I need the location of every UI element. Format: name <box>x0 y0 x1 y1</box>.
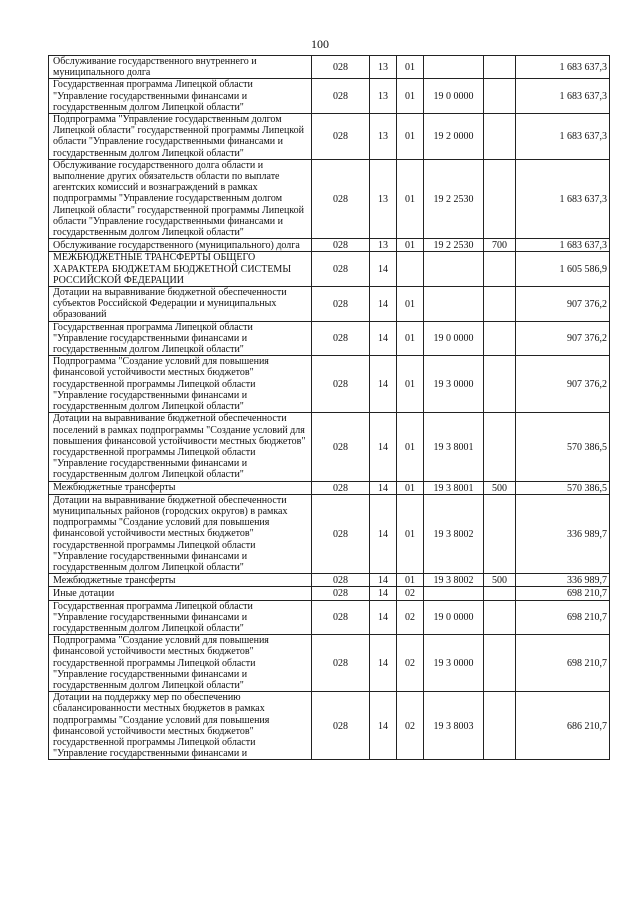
item-name-cell-text: Дотации на выравнивание бюджетной обеспеченности поселений в рамках подпрограммы "Создание условий для повышения финансовой устойчивости местных бюджетов" государственной программы Липецкой области "Управление государственными финансами и государственным долгом Липецкой области" <box>53 413 306 481</box>
page-number: 100 <box>311 37 329 51</box>
ministry-code-cell-text: 028 <box>333 588 348 600</box>
target-article-cell <box>424 600 484 635</box>
target-article-cell <box>424 692 484 760</box>
item-name-cell-text: Подпрограмма "Создание условий для повышения финансовой устойчивости местных бюджетов" государственной программы Липецкой области "Управление государственными финансами и государственным долгом Липецкой области" <box>53 635 269 691</box>
subsection-code-cell-text: 01 <box>405 528 415 540</box>
target-article-cell <box>424 159 484 238</box>
item-name-cell <box>49 252 312 287</box>
amount-cell-text: 698 210,7 <box>567 612 607 624</box>
ministry-code-cell <box>312 321 370 356</box>
expense-type-cell <box>484 635 516 692</box>
ministry-code-cell-text: 028 <box>333 264 348 276</box>
ministry-code-cell <box>312 239 370 252</box>
ministry-code-cell-text: 028 <box>333 333 348 345</box>
subsection-code-cell <box>397 587 424 600</box>
budget-table-body <box>49 56 610 760</box>
table-row <box>49 600 610 635</box>
section-code-cell-text: 14 <box>378 575 388 587</box>
section-code-cell <box>370 481 397 494</box>
target-article-cell <box>424 635 484 692</box>
item-name-cell-text: Межбюджетные трансферты <box>53 574 176 586</box>
subsection-code-cell <box>397 252 424 287</box>
section-code-cell-text: 13 <box>378 193 388 205</box>
subsection-code-cell <box>397 114 424 160</box>
table-row <box>49 494 610 573</box>
section-code-cell-text: 14 <box>378 588 388 600</box>
subsection-code-cell <box>397 635 424 692</box>
subsection-code-cell-text: 01 <box>405 193 415 205</box>
amount-cell-text: 1 683 637,3 <box>559 91 607 103</box>
ministry-code-cell-text: 028 <box>333 62 348 74</box>
table-row <box>49 159 610 238</box>
subsection-code-cell <box>397 481 424 494</box>
table-row <box>49 239 610 252</box>
item-name-cell <box>49 321 312 356</box>
target-article-cell <box>424 494 484 573</box>
table-row <box>49 356 610 413</box>
ministry-code-cell <box>312 114 370 160</box>
amount-cell <box>516 287 610 322</box>
item-name-cell-text: Дотации на выравнивание бюджетной обеспеченности муниципальных районов (городских округов) в рамках подпрограммы "Создание условий для повышения финансовой устойчивости местных бюджетов" государственной программы Липецкой области "Управление государственными финансами и государственным долгом Липецкой области" <box>53 494 288 573</box>
section-code-cell-text: 13 <box>378 240 388 252</box>
subsection-code-cell-text: 01 <box>405 482 415 494</box>
ministry-code-cell <box>312 287 370 322</box>
ministry-code-cell-text: 028 <box>333 441 348 453</box>
item-name-cell-text: Дотации на поддержку мер по обеспечению сбалансированности местных бюджетов в рамках подпрограммы "Создание условий для повышения финансовой устойчивости местных бюджетов" государственной программы Липецкой области "Управление государственными финансами и <box>53 692 270 760</box>
section-code-cell <box>370 114 397 160</box>
ministry-code-cell <box>312 494 370 573</box>
subsection-code-cell-text: 02 <box>405 588 415 600</box>
subsection-code-cell <box>397 356 424 413</box>
amount-cell <box>516 494 610 573</box>
section-code-cell-text: 14 <box>378 528 388 540</box>
item-name-cell-text: Межбюджетные трансферты <box>53 482 176 494</box>
expense-type-cell <box>484 239 516 252</box>
ministry-code-cell <box>312 574 370 587</box>
section-code-cell <box>370 587 397 600</box>
ministry-code-cell <box>312 600 370 635</box>
target-article-cell-text: 19 3 8002 <box>433 575 474 587</box>
item-name-cell-text: Обслуживание государственного долга области и выполнение других обязательств области по выплате агентских комиссий и вознаграждений в рамках подпрограммы "Управление государственным долгом Липецкой области" государственной программы Липецкой области "Управление государственными финансами и государственным долгом Липецкой области" <box>53 159 305 239</box>
ministry-code-cell <box>312 252 370 287</box>
table-row <box>49 56 610 79</box>
ministry-code-cell-text: 028 <box>333 482 348 494</box>
item-name-cell-text: Дотации на выравнивание бюджетной обеспеченности субъектов Российской Федерации и муниципальных образований <box>53 287 287 321</box>
expense-type-cell <box>484 494 516 573</box>
target-article-cell-text: 19 2 2530 <box>433 240 474 252</box>
amount-cell-text: 907 376,2 <box>567 379 607 391</box>
item-name-cell <box>49 114 312 160</box>
item-name-cell <box>49 481 312 494</box>
target-article-cell-text: 19 3 8001 <box>433 441 474 453</box>
section-code-cell-text: 13 <box>378 91 388 103</box>
subsection-code-cell <box>397 79 424 114</box>
section-code-cell <box>370 159 397 238</box>
amount-cell <box>516 159 610 238</box>
amount-cell-text: 1 683 637,3 <box>559 240 607 252</box>
amount-cell <box>516 56 610 79</box>
target-article-cell-text: 19 3 0000 <box>433 379 474 391</box>
ministry-code-cell <box>312 481 370 494</box>
ministry-code-cell <box>312 413 370 481</box>
table-row <box>49 481 610 494</box>
item-name-cell <box>49 239 312 252</box>
ministry-code-cell-text: 028 <box>333 240 348 252</box>
subsection-code-cell <box>397 494 424 573</box>
subsection-code-cell-text: 01 <box>405 333 415 345</box>
target-article-cell <box>424 481 484 494</box>
subsection-code-cell-text: 02 <box>405 720 415 732</box>
subsection-code-cell-text: 01 <box>405 575 415 587</box>
item-name-cell-text: Обслуживание государственного внутреннего и муниципального долга <box>53 56 257 79</box>
section-code-cell <box>370 635 397 692</box>
target-article-cell-text: 19 2 0000 <box>433 131 474 143</box>
section-code-cell-text: 14 <box>378 298 388 310</box>
ministry-code-cell <box>312 635 370 692</box>
section-code-cell-text: 14 <box>378 441 388 453</box>
ministry-code-cell <box>312 587 370 600</box>
section-code-cell <box>370 56 397 79</box>
target-article-cell-text: 19 0 0000 <box>433 612 474 624</box>
amount-cell-text: 686 210,7 <box>567 720 607 732</box>
amount-cell-text: 570 386,5 <box>567 482 607 494</box>
subsection-code-cell <box>397 239 424 252</box>
expense-type-cell <box>484 287 516 322</box>
subsection-code-cell-text: 02 <box>405 658 415 670</box>
ministry-code-cell-text: 028 <box>333 298 348 310</box>
amount-cell <box>516 574 610 587</box>
budget-table <box>48 55 610 760</box>
ministry-code-cell <box>312 356 370 413</box>
expense-type-cell <box>484 356 516 413</box>
table-row <box>49 574 610 587</box>
subsection-code-cell <box>397 287 424 322</box>
amount-cell <box>516 600 610 635</box>
expense-type-cell-text: 500 <box>492 482 507 494</box>
item-name-cell-text: Государственная программа Липецкой области "Управление государственными финансами и государственным долгом Липецкой области" <box>53 321 253 356</box>
expense-type-cell <box>484 252 516 287</box>
section-code-cell <box>370 692 397 760</box>
section-code-cell <box>370 79 397 114</box>
expense-type-cell <box>484 481 516 494</box>
amount-cell <box>516 692 610 760</box>
subsection-code-cell <box>397 159 424 238</box>
target-article-cell <box>424 239 484 252</box>
item-name-cell-text: Государственная программа Липецкой области "Управление государственными финансами и государственным долгом Липецкой области" <box>53 79 253 113</box>
expense-type-cell-text: 500 <box>492 575 507 587</box>
amount-cell <box>516 321 610 356</box>
item-name-cell-text: Иные дотации <box>53 587 115 599</box>
target-article-cell <box>424 252 484 287</box>
section-code-cell-text: 14 <box>378 720 388 732</box>
table-row <box>49 692 610 760</box>
target-article-cell <box>424 287 484 322</box>
table-row <box>49 635 610 692</box>
item-name-cell <box>49 600 312 635</box>
item-name-cell-text: Подпрограмма "Управление государственным долгом Липецкой области" государственной программы Липецкой области "Управление государственными финансами и государственным долгом Липецкой области" <box>53 114 305 159</box>
subsection-code-cell-text: 01 <box>405 91 415 103</box>
subsection-code-cell <box>397 56 424 79</box>
item-name-cell <box>49 574 312 587</box>
target-article-cell <box>424 413 484 481</box>
ministry-code-cell-text: 028 <box>333 720 348 732</box>
expense-type-cell <box>484 692 516 760</box>
section-code-cell-text: 14 <box>378 379 388 391</box>
item-name-cell <box>49 159 312 238</box>
target-article-cell <box>424 574 484 587</box>
subsection-code-cell-text: 01 <box>405 131 415 143</box>
target-article-cell <box>424 114 484 160</box>
item-name-cell-text: МЕЖБЮДЖЕТНЫЕ ТРАНСФЕРТЫ ОБЩЕГО ХАРАКТЕРА БЮДЖЕТАМ БЮДЖЕТНОЙ СИСТЕМЫ РОССИЙСКОЙ ФЕДЕРАЦИИ <box>53 252 292 286</box>
target-article-cell <box>424 56 484 79</box>
table-row <box>49 587 610 600</box>
section-code-cell-text: 14 <box>378 612 388 624</box>
amount-cell-text: 1 683 637,3 <box>559 62 607 74</box>
amount-cell <box>516 481 610 494</box>
subsection-code-cell <box>397 692 424 760</box>
section-code-cell-text: 14 <box>378 264 388 276</box>
table-row <box>49 287 610 322</box>
target-article-cell-text: 19 3 8002 <box>433 528 474 540</box>
amount-cell-text: 570 386,5 <box>567 441 607 453</box>
item-name-cell <box>49 692 312 760</box>
amount-cell <box>516 79 610 114</box>
item-name-cell <box>49 494 312 573</box>
ministry-code-cell-text: 028 <box>333 575 348 587</box>
amount-cell <box>516 252 610 287</box>
target-article-cell-text: 19 3 0000 <box>433 658 474 670</box>
subsection-code-cell-text: 01 <box>405 441 415 453</box>
item-name-cell <box>49 287 312 322</box>
table-row <box>49 413 610 481</box>
ministry-code-cell <box>312 159 370 238</box>
expense-type-cell-text: 700 <box>492 240 507 252</box>
amount-cell-text: 1 683 637,3 <box>559 131 607 143</box>
ministry-code-cell-text: 028 <box>333 193 348 205</box>
expense-type-cell <box>484 56 516 79</box>
item-name-cell <box>49 587 312 600</box>
table-row <box>49 114 610 160</box>
item-name-cell <box>49 356 312 413</box>
table-row <box>49 252 610 287</box>
target-article-cell <box>424 587 484 600</box>
section-code-cell <box>370 287 397 322</box>
ministry-code-cell-text: 028 <box>333 379 348 391</box>
target-article-cell <box>424 79 484 114</box>
expense-type-cell <box>484 114 516 160</box>
target-article-cell-text: 19 3 8003 <box>433 720 474 732</box>
item-name-cell <box>49 56 312 79</box>
item-name-cell <box>49 635 312 692</box>
section-code-cell <box>370 356 397 413</box>
expense-type-cell <box>484 574 516 587</box>
ministry-code-cell <box>312 56 370 79</box>
expense-type-cell <box>484 587 516 600</box>
section-code-cell-text: 14 <box>378 482 388 494</box>
section-code-cell <box>370 239 397 252</box>
ministry-code-cell-text: 028 <box>333 528 348 540</box>
subsection-code-cell <box>397 600 424 635</box>
target-article-cell-text: 19 2 2530 <box>433 193 474 205</box>
section-code-cell-text: 14 <box>378 333 388 345</box>
ministry-code-cell-text: 028 <box>333 612 348 624</box>
amount-cell <box>516 356 610 413</box>
amount-cell-text: 336 989,7 <box>567 528 607 540</box>
amount-cell-text: 907 376,2 <box>567 333 607 345</box>
ministry-code-cell-text: 028 <box>333 91 348 103</box>
expense-type-cell <box>484 159 516 238</box>
ministry-code-cell <box>312 692 370 760</box>
subsection-code-cell-text: 01 <box>405 298 415 310</box>
item-name-cell <box>49 79 312 114</box>
target-article-cell-text: 19 0 0000 <box>433 91 474 103</box>
section-code-cell <box>370 574 397 587</box>
amount-cell <box>516 114 610 160</box>
target-article-cell-text: 19 0 0000 <box>433 333 474 345</box>
item-name-cell-text: Обслуживание государственного (муниципального) долга <box>53 239 300 251</box>
amount-cell <box>516 635 610 692</box>
subsection-code-cell <box>397 321 424 356</box>
subsection-code-cell-text: 01 <box>405 379 415 391</box>
table-row <box>49 321 610 356</box>
ministry-code-cell <box>312 79 370 114</box>
section-code-cell <box>370 600 397 635</box>
expense-type-cell <box>484 600 516 635</box>
item-name-cell-text: Государственная программа Липецкой области "Управление государственными финансами и государственным долгом Липецкой области" <box>53 600 253 634</box>
section-code-cell <box>370 321 397 356</box>
target-article-cell-text: 19 3 8001 <box>433 482 474 494</box>
amount-cell <box>516 413 610 481</box>
section-code-cell <box>370 413 397 481</box>
section-code-cell <box>370 494 397 573</box>
subsection-code-cell-text: 01 <box>405 62 415 74</box>
table-row <box>49 79 610 114</box>
subsection-code-cell <box>397 413 424 481</box>
section-code-cell-text: 14 <box>378 658 388 670</box>
ministry-code-cell-text: 028 <box>333 131 348 143</box>
amount-cell-text: 336 989,7 <box>567 575 607 587</box>
amount-cell-text: 1 605 586,9 <box>559 264 607 276</box>
section-code-cell-text: 13 <box>378 62 388 74</box>
item-name-cell <box>49 413 312 481</box>
target-article-cell <box>424 356 484 413</box>
amount-cell-text: 1 683 637,3 <box>559 193 607 205</box>
amount-cell-text: 698 210,7 <box>567 588 607 600</box>
amount-cell <box>516 587 610 600</box>
amount-cell-text: 698 210,7 <box>567 658 607 670</box>
expense-type-cell <box>484 79 516 114</box>
ministry-code-cell-text: 028 <box>333 658 348 670</box>
section-code-cell-text: 13 <box>378 131 388 143</box>
expense-type-cell <box>484 321 516 356</box>
subsection-code-cell <box>397 574 424 587</box>
amount-cell-text: 907 376,2 <box>567 298 607 310</box>
section-code-cell <box>370 252 397 287</box>
item-name-cell-text: Подпрограмма "Создание условий для повышения финансовой устойчивости местных бюджетов" государственной программы Липецкой области "Управление государственными финансами и государственным долгом Липецкой области" <box>53 356 269 413</box>
amount-cell <box>516 239 610 252</box>
expense-type-cell <box>484 413 516 481</box>
target-article-cell <box>424 321 484 356</box>
subsection-code-cell-text: 02 <box>405 612 415 624</box>
subsection-code-cell-text: 01 <box>405 240 415 252</box>
